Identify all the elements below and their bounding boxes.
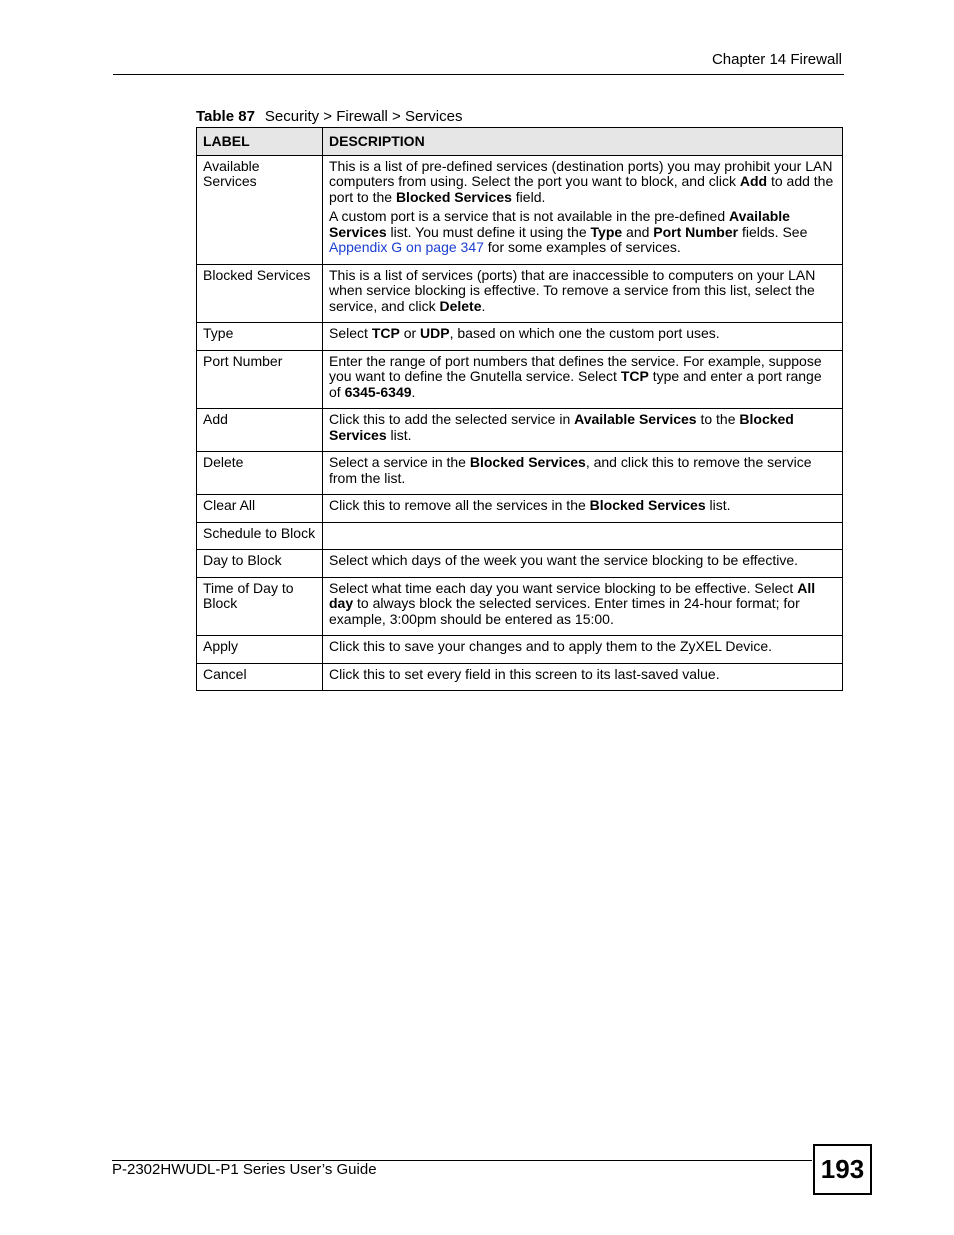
table-row (197, 350, 843, 409)
row-description (323, 350, 843, 409)
row-label: Time of Day to Block (197, 577, 323, 636)
bold-term: Delete (439, 297, 482, 314)
text-run: Click this to add the selected service in (329, 411, 575, 427)
bold-term: All day (329, 579, 816, 611)
text-run: This is a list of services (ports) that are inaccessible to computers on your LAN when service blocking is effective. To remove a service from this list, select the service, and click (329, 266, 816, 314)
description-paragraph (329, 455, 836, 486)
row-description (323, 409, 843, 452)
text-run: Click this to set every field in this screen to its last-saved value. (329, 665, 720, 682)
row-label: Port Number (197, 350, 323, 409)
table-row (197, 522, 843, 550)
row-description (323, 155, 843, 264)
bold-term: Blocked Services (329, 411, 794, 443)
table-body (197, 155, 843, 691)
table-row (197, 663, 843, 691)
bold-term: Blocked Services (469, 454, 586, 470)
bold-term: 6345-6349 (344, 383, 412, 400)
text-run: to add the port to the (329, 173, 834, 205)
text-run: and (622, 223, 654, 240)
table-row (197, 495, 843, 523)
row-description (323, 452, 843, 495)
bold-term: UDP (420, 325, 450, 341)
row-label: Clear All (197, 495, 323, 523)
row-description (323, 550, 843, 578)
text-run: . (411, 383, 416, 400)
text-run: to the (696, 411, 740, 427)
bold-term: TCP (371, 325, 400, 341)
text-run: Select (329, 325, 372, 341)
description-paragraph (329, 553, 836, 569)
description-paragraph (329, 639, 836, 655)
description-paragraph (329, 498, 836, 514)
row-description (323, 323, 843, 351)
row-label: Schedule to Block (197, 522, 323, 550)
row-description (323, 264, 843, 323)
text-run: Click this to remove all the services in the (329, 497, 590, 513)
page-number: 193 (813, 1144, 872, 1195)
row-label: Blocked Services (197, 264, 323, 323)
header-rule (113, 74, 844, 75)
table-row (197, 452, 843, 495)
text-run: fields. See (738, 223, 808, 240)
text-run: list. (705, 497, 731, 513)
text-run: , based on which one the custom port uses. (449, 325, 720, 341)
text-run: or (399, 325, 421, 341)
row-description (323, 522, 843, 550)
description-paragraph (329, 268, 836, 315)
bold-term: Port Number (653, 223, 739, 240)
text-run: A custom port is a service that is not available in the pre-defined (329, 208, 729, 224)
table-caption (196, 108, 463, 125)
table-row (197, 323, 843, 351)
table-row (197, 636, 843, 664)
row-label: Type (197, 323, 323, 351)
row-label: Add (197, 409, 323, 452)
row-label: Day to Block (197, 550, 323, 578)
column-header-label: LABEL (197, 128, 323, 156)
row-label: Available Services (197, 155, 323, 264)
table-caption-title: Security > Firewall > Services (264, 108, 463, 125)
text-run: for some examples of services. (483, 239, 681, 255)
text-run: Select a service in the (329, 454, 470, 470)
row-description (323, 577, 843, 636)
text-run: list. (386, 426, 412, 443)
description-paragraph (329, 209, 836, 256)
row-label: Apply (197, 636, 323, 664)
bold-term: Blocked Services (589, 497, 706, 513)
row-description (323, 636, 843, 664)
text-run: to always block the selected services. Enter times in 24-hour format; for example, 3:00pm should be entered as 15:00. (329, 595, 800, 627)
text-run: , and click this to remove the service from the list. (329, 454, 812, 486)
table-row (197, 577, 843, 636)
text-run: type and enter a port range of (329, 368, 822, 400)
description-paragraph (329, 354, 836, 401)
description-paragraph (329, 667, 836, 683)
row-label: Delete (197, 452, 323, 495)
services-table (196, 127, 843, 691)
chapter-header: Chapter 14 Firewall (711, 51, 842, 68)
bold-term: TCP (620, 368, 649, 384)
cross-reference-link[interactable]: Appendix G on page 347 (329, 239, 484, 255)
text-run: list. You must define it using the (386, 223, 591, 240)
row-description (323, 495, 843, 523)
description-paragraph (329, 326, 836, 342)
guide-title: P-2302HWUDL-P1 Series User’s Guide (112, 1161, 377, 1178)
row-description (323, 663, 843, 691)
description-paragraph (329, 412, 836, 443)
row-label: Cancel (197, 663, 323, 691)
text-run: Select what time each day you want service blocking to be effective. Select (329, 579, 798, 596)
text-run: This is a list of pre-defined services (destination ports) you may prohibit your LAN computers from using. Select the port you want to block, and click (329, 157, 833, 189)
table-row (197, 550, 843, 578)
text-run: Select which days of the week you want the service blocking to be effective. (329, 552, 798, 568)
table-row (197, 155, 843, 264)
table-row (197, 409, 843, 452)
table-header-row (197, 128, 843, 156)
table-caption-label: Table 87 (196, 108, 255, 125)
text-run: field. (511, 188, 546, 205)
bold-term: Blocked Services (395, 188, 512, 205)
description-paragraph (329, 581, 836, 628)
table-row (197, 264, 843, 323)
column-header-description: DESCRIPTION (323, 128, 843, 156)
bold-term: Type (590, 223, 623, 240)
bold-term: Add (739, 173, 768, 189)
text-run: Click this to save your changes and to apply them to the ZyXEL Device. (329, 638, 773, 654)
bold-term: Available Services (574, 411, 697, 427)
text-run: Enter the range of port numbers that defines the service. For example, suppose you want to define the Gnutella service. Select (329, 352, 822, 384)
description-paragraph (329, 159, 836, 206)
text-run: . (481, 297, 486, 314)
bold-term: Available Services (329, 208, 790, 240)
